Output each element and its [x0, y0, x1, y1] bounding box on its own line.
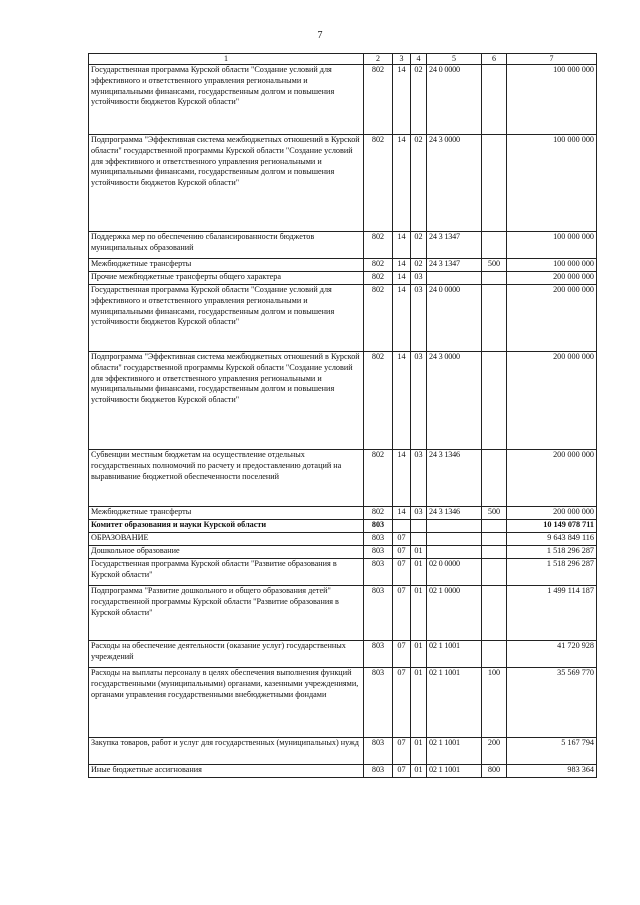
code-pr: 01 [411, 546, 427, 559]
code-rz: 14 [393, 65, 411, 135]
item-name: Дошкольное образование [89, 546, 364, 559]
table-row [89, 232, 597, 259]
code-csr: 02 1 1001 [427, 668, 482, 738]
code-rz: 14 [393, 259, 411, 272]
amount-value: 200 000 000 [507, 450, 597, 507]
code-gr: 803 [364, 546, 393, 559]
code-gr: 803 [364, 641, 393, 668]
amount-value: 1 518 296 287 [507, 559, 597, 586]
column-header: 3 [393, 54, 411, 65]
code-gr: 802 [364, 259, 393, 272]
code-rz: 14 [393, 232, 411, 259]
code-gr: 802 [364, 65, 393, 135]
item-name: Подпрограмма "Эффективная система межбюджетных отношений в Курской области" государственной программы Курской области "Создание условий для эффективного и ответственного управления региональными и муниципальными финансами, государственным долгом и повышения устойчивости бюджетов Курской области" [89, 352, 364, 450]
code-pr: 01 [411, 641, 427, 668]
table-row [89, 352, 597, 450]
code-vr [482, 352, 507, 450]
code-gr: 803 [364, 738, 393, 765]
item-name: Прочие межбюджетные трансферты общего характера [89, 272, 364, 285]
item-name: Поддержка мер по обеспечению сбалансированности бюджетов муниципальных образований [89, 232, 364, 259]
code-vr: 500 [482, 507, 507, 520]
code-gr: 803 [364, 533, 393, 546]
column-header: 5 [427, 54, 482, 65]
code-rz: 14 [393, 272, 411, 285]
item-name: Государственная программа Курской области "Создание условий для эффективного и ответственного управления региональными и муниципальными финансами, государственным долгом и повышения устойчивости бюджетов Курской области" [89, 285, 364, 352]
code-vr [482, 65, 507, 135]
amount-value: 100 000 000 [507, 259, 597, 272]
table-row [89, 546, 597, 559]
code-gr: 802 [364, 135, 393, 232]
code-rz: 07 [393, 586, 411, 641]
code-vr [482, 546, 507, 559]
code-vr [482, 520, 507, 533]
amount-value: 100 000 000 [507, 135, 597, 232]
code-pr [411, 520, 427, 533]
code-csr: 24 3 1347 [427, 232, 482, 259]
table-row [89, 641, 597, 668]
table-row [89, 450, 597, 507]
code-csr [427, 546, 482, 559]
code-pr: 03 [411, 352, 427, 450]
code-csr: 24 0 0000 [427, 285, 482, 352]
code-gr: 803 [364, 765, 393, 778]
code-vr [482, 450, 507, 507]
code-rz: 07 [393, 765, 411, 778]
code-pr [411, 533, 427, 546]
code-pr: 01 [411, 765, 427, 778]
table-row [89, 586, 597, 641]
code-vr: 800 [482, 765, 507, 778]
code-vr [482, 641, 507, 668]
code-pr: 03 [411, 285, 427, 352]
column-header: 7 [507, 54, 597, 65]
column-header: 4 [411, 54, 427, 65]
code-gr: 802 [364, 352, 393, 450]
code-vr [482, 285, 507, 352]
code-csr: 24 3 0000 [427, 135, 482, 232]
amount-value: 1 499 114 187 [507, 586, 597, 641]
table-row [89, 559, 597, 586]
code-pr: 03 [411, 272, 427, 285]
code-rz: 07 [393, 546, 411, 559]
code-pr: 03 [411, 450, 427, 507]
code-csr: 24 3 1346 [427, 507, 482, 520]
code-csr: 24 0 0000 [427, 65, 482, 135]
code-vr [482, 586, 507, 641]
table-row [89, 533, 597, 546]
amount-value: 1 518 296 287 [507, 546, 597, 559]
code-pr: 01 [411, 668, 427, 738]
code-csr: 02 1 1001 [427, 765, 482, 778]
code-pr: 02 [411, 259, 427, 272]
table-row [89, 135, 597, 232]
budget-table [88, 53, 597, 778]
table-row [89, 765, 597, 778]
code-gr: 802 [364, 507, 393, 520]
code-pr: 02 [411, 232, 427, 259]
code-gr: 802 [364, 450, 393, 507]
table-row [89, 668, 597, 738]
code-csr: 24 3 1347 [427, 259, 482, 272]
code-gr: 803 [364, 586, 393, 641]
code-rz: 07 [393, 533, 411, 546]
table-row [89, 738, 597, 765]
code-gr: 803 [364, 559, 393, 586]
table-header-row [89, 54, 597, 65]
code-vr [482, 559, 507, 586]
code-csr [427, 272, 482, 285]
item-name: Закупка товаров, работ и услуг для государственных (муниципальных) нужд [89, 738, 364, 765]
code-csr [427, 533, 482, 546]
code-rz: 07 [393, 641, 411, 668]
code-vr [482, 135, 507, 232]
item-name: Расходы на выплаты персоналу в целях обеспечения выполнения функций государственными (муниципальными) органами, казенными учреждениями, органами управления государственными внебюджетными фондами [89, 668, 364, 738]
amount-value: 200 000 000 [507, 352, 597, 450]
amount-value: 100 000 000 [507, 232, 597, 259]
code-csr [427, 520, 482, 533]
code-rz: 14 [393, 507, 411, 520]
table-row [89, 520, 597, 533]
code-vr: 100 [482, 668, 507, 738]
item-name: Комитет образования и науки Курской области [89, 520, 364, 533]
item-name: Расходы на обеспечение деятельности (оказание услуг) государственных учреждений [89, 641, 364, 668]
page-number: 7 [317, 30, 323, 41]
code-pr: 01 [411, 586, 427, 641]
item-name: Иные бюджетные ассигнования [89, 765, 364, 778]
column-header: 6 [482, 54, 507, 65]
code-vr [482, 272, 507, 285]
table-row [89, 272, 597, 285]
table-row [89, 285, 597, 352]
code-rz: 14 [393, 352, 411, 450]
amount-value: 100 000 000 [507, 65, 597, 135]
code-pr: 01 [411, 559, 427, 586]
code-csr: 02 1 1001 [427, 738, 482, 765]
code-csr: 24 3 1346 [427, 450, 482, 507]
item-name: Подпрограмма "Развитие дошкольного и общего образования детей" государственной программы Курской области "Развитие образования в Курской области" [89, 586, 364, 641]
column-header: 2 [364, 54, 393, 65]
code-rz: 14 [393, 285, 411, 352]
code-csr: 02 1 1001 [427, 641, 482, 668]
item-name: ОБРАЗОВАНИЕ [89, 533, 364, 546]
amount-value: 983 364 [507, 765, 597, 778]
code-vr [482, 232, 507, 259]
amount-value: 41 720 928 [507, 641, 597, 668]
code-gr: 803 [364, 520, 393, 533]
code-vr [482, 533, 507, 546]
code-rz [393, 520, 411, 533]
item-name: Государственная программа Курской области "Развитие образования в Курской области" [89, 559, 364, 586]
amount-value: 200 000 000 [507, 285, 597, 352]
code-rz: 07 [393, 559, 411, 586]
amount-value: 200 000 000 [507, 507, 597, 520]
code-csr: 02 0 0000 [427, 559, 482, 586]
code-pr: 03 [411, 507, 427, 520]
amount-value: 5 167 794 [507, 738, 597, 765]
code-csr: 02 1 0000 [427, 586, 482, 641]
item-name: Межбюджетные трансферты [89, 507, 364, 520]
code-rz: 14 [393, 135, 411, 232]
code-gr: 803 [364, 668, 393, 738]
code-gr: 802 [364, 285, 393, 352]
code-vr: 500 [482, 259, 507, 272]
code-pr: 02 [411, 135, 427, 232]
table-row [89, 65, 597, 135]
amount-value: 35 569 770 [507, 668, 597, 738]
code-gr: 802 [364, 232, 393, 259]
amount-value: 200 000 000 [507, 272, 597, 285]
code-pr: 01 [411, 738, 427, 765]
item-name: Подпрограмма "Эффективная система межбюджетных отношений в Курской области" государственной программы Курской области "Создание условий для эффективного и ответственного управления региональными и муниципальными финансами, государственным долгом и повышения устойчивости бюджетов Курской области" [89, 135, 364, 232]
item-name: Субвенции местным бюджетам на осуществление отдельных государственных полномочий по расчету и предоставлению дотаций на выравнивание бюджетной обеспеченности поселений [89, 450, 364, 507]
item-name: Государственная программа Курской области "Создание условий для эффективного и ответственного управления региональными и муниципальными финансами, государственным долгом и повышения устойчивости бюджетов Курской области" [89, 65, 364, 135]
code-rz: 07 [393, 738, 411, 765]
item-name: Межбюджетные трансферты [89, 259, 364, 272]
code-pr: 02 [411, 65, 427, 135]
code-rz: 07 [393, 668, 411, 738]
code-csr: 24 3 0000 [427, 352, 482, 450]
table-row [89, 507, 597, 520]
amount-value: 10 149 078 711 [507, 520, 597, 533]
table-row [89, 259, 597, 272]
column-header: 1 [89, 54, 364, 65]
amount-value: 9 643 849 116 [507, 533, 597, 546]
code-gr: 802 [364, 272, 393, 285]
code-vr: 200 [482, 738, 507, 765]
code-rz: 14 [393, 450, 411, 507]
